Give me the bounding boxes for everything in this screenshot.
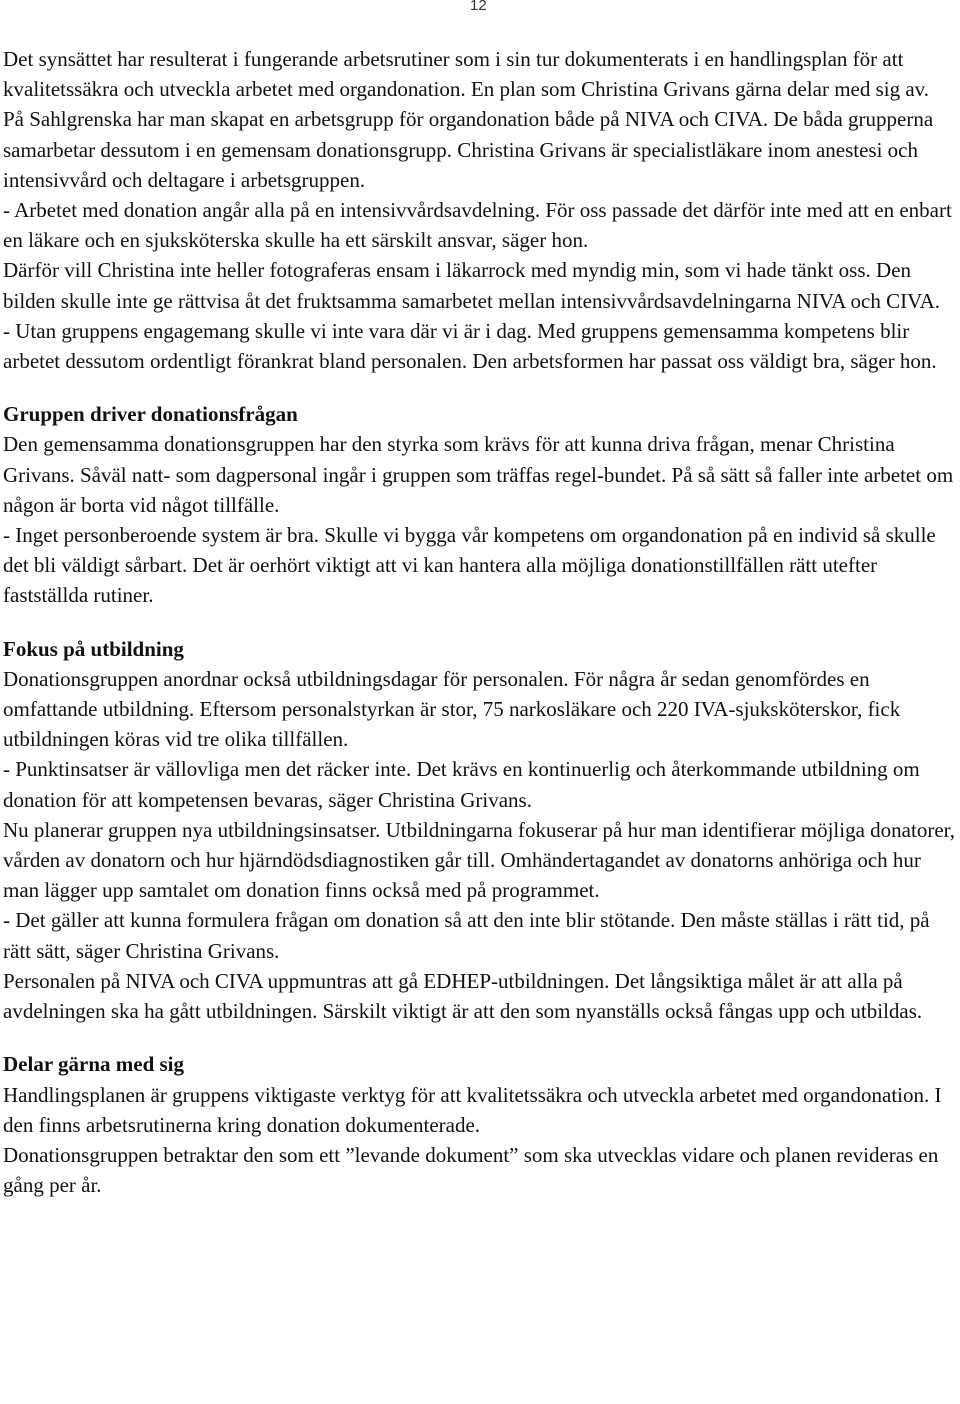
paragraph: På Sahlgrenska har man skapat en arbetsgrupp för organdonation både på NIVA och CIVA. De båda grupperna samarbetar dessutom i en gemensam donationsgrupp. Christina Grivans är specialistläkare inom anestesi och intensivvård och deltagare i arbetsgruppen. xyxy=(3,107,934,192)
section-heading: Delar gärna med sig xyxy=(3,1052,185,1077)
document-body xyxy=(3,44,960,1200)
section-spacer xyxy=(3,376,960,399)
paragraph: Donationsgruppen betraktar den som ett ”levande dokument” som ska utvecklas vidare och planen revideras en gång per år. xyxy=(3,1142,939,1198)
section-spacer xyxy=(3,611,960,634)
section-heading: Fokus på utbildning xyxy=(3,636,184,661)
paragraph: Nu planerar gruppen nya utbildningsinsatser. Utbildningarna fokuserar på hur man identifierar möjliga donatorer, vården av donatorn och hur hjärndödsdiagnostiken går till. Omhändertagandet av donatorns anhöriga och hur man lägger upp samtalet om donation finns också med på programmet. xyxy=(3,817,956,903)
page-number: 12 xyxy=(470,0,487,14)
quote-paragraph: - Utan gruppens engagemang skulle vi inte vara där vi är i dag. Med gruppens gemensamma kompetens blir arbetet dessutom ordentligt förankrat bland personalen. Den arbetsformen har passat oss väldigt bra, säger hon. xyxy=(3,318,937,374)
paragraph: Det synsättet har resulterat i fungerande arbetsrutiner som i sin tur dokumenterats i en handlingsplan för att kvalitetssäkra och utveckla arbetet med organdonation. En plan som Christina Grivans gärna delar med sig av. xyxy=(3,47,930,102)
paragraph: Handlingsplanen är gruppens viktigaste verktyg för att kvalitetssäkra och utveckla arbetet med organdonation. I den finns arbetsrutinerna kring donation dokumenterade. xyxy=(3,1082,942,1137)
quote-paragraph: - Arbetet med donation angår alla på en intensivvårdsavdelning. För oss passade det därför inte med att en enbart en läkare och en sjuksköterska skulle ha ett särskilt ansvar, säger hon. xyxy=(3,198,952,253)
section-spacer xyxy=(3,1026,960,1049)
paragraph: Donationsgruppen anordnar också utbildningsdagar för personalen. För några år sedan genomfördes en omfattande utbildning. Eftersom personalstyrkan är stor, 75 narkosläkare och 220 IVA-sjuksköterskor, fick utbildningen köras vid tre olika tillfällen. xyxy=(3,666,901,752)
quote-paragraph: - Det gäller att kunna formulera frågan om donation så att den inte blir stötande. Den måste ställas i rätt tid, på rätt sätt, säger Christina Grivans. xyxy=(3,908,930,963)
quote-paragraph: - Punktinsatser är vällovliga men det räcker inte. Det krävs en kontinuerlig och återkommande utbildning om donation för att kompetensen bevaras, säger Christina Grivans. xyxy=(3,757,920,812)
paragraph: Personalen på NIVA och CIVA uppmuntras att gå EDHEP-utbildningen. Det långsiktiga målet är att alla på avdelningen ska ha gått utbildningen. Särskilt viktigt är att den som nyanställs också fångas upp och utbildas. xyxy=(3,968,923,1024)
quote-paragraph: - Inget personberoende system är bra. Skulle vi bygga vår kompetens om organdonation på en individ så skulle det bli väldigt sårbart. Det är oerhört viktigt att vi kan hantera alla möjliga donationstillfällen rätt utefter fastställda rutiner. xyxy=(3,523,936,608)
section-heading: Gruppen driver donationsfrågan xyxy=(3,402,298,427)
paragraph: Därför vill Christina inte heller fotograferas ensam i läkarrock med myndig min, som vi hade tänkt oss. Den bilden skulle inte ge rättvisa åt det fruktsamma samarbetet mellan intensivvårdsavdelningarna NIVA och CIVA. xyxy=(3,258,940,313)
paragraph: Den gemensamma donationsgruppen har den styrka som krävs för att kunna driva frågan, menar Christina Grivans. Såväl natt- som dagpersonal ingår i gruppen som träffas regel-bundet. På så sätt så faller inte arbetet om någon är borta vid något tillfälle. xyxy=(3,432,954,517)
